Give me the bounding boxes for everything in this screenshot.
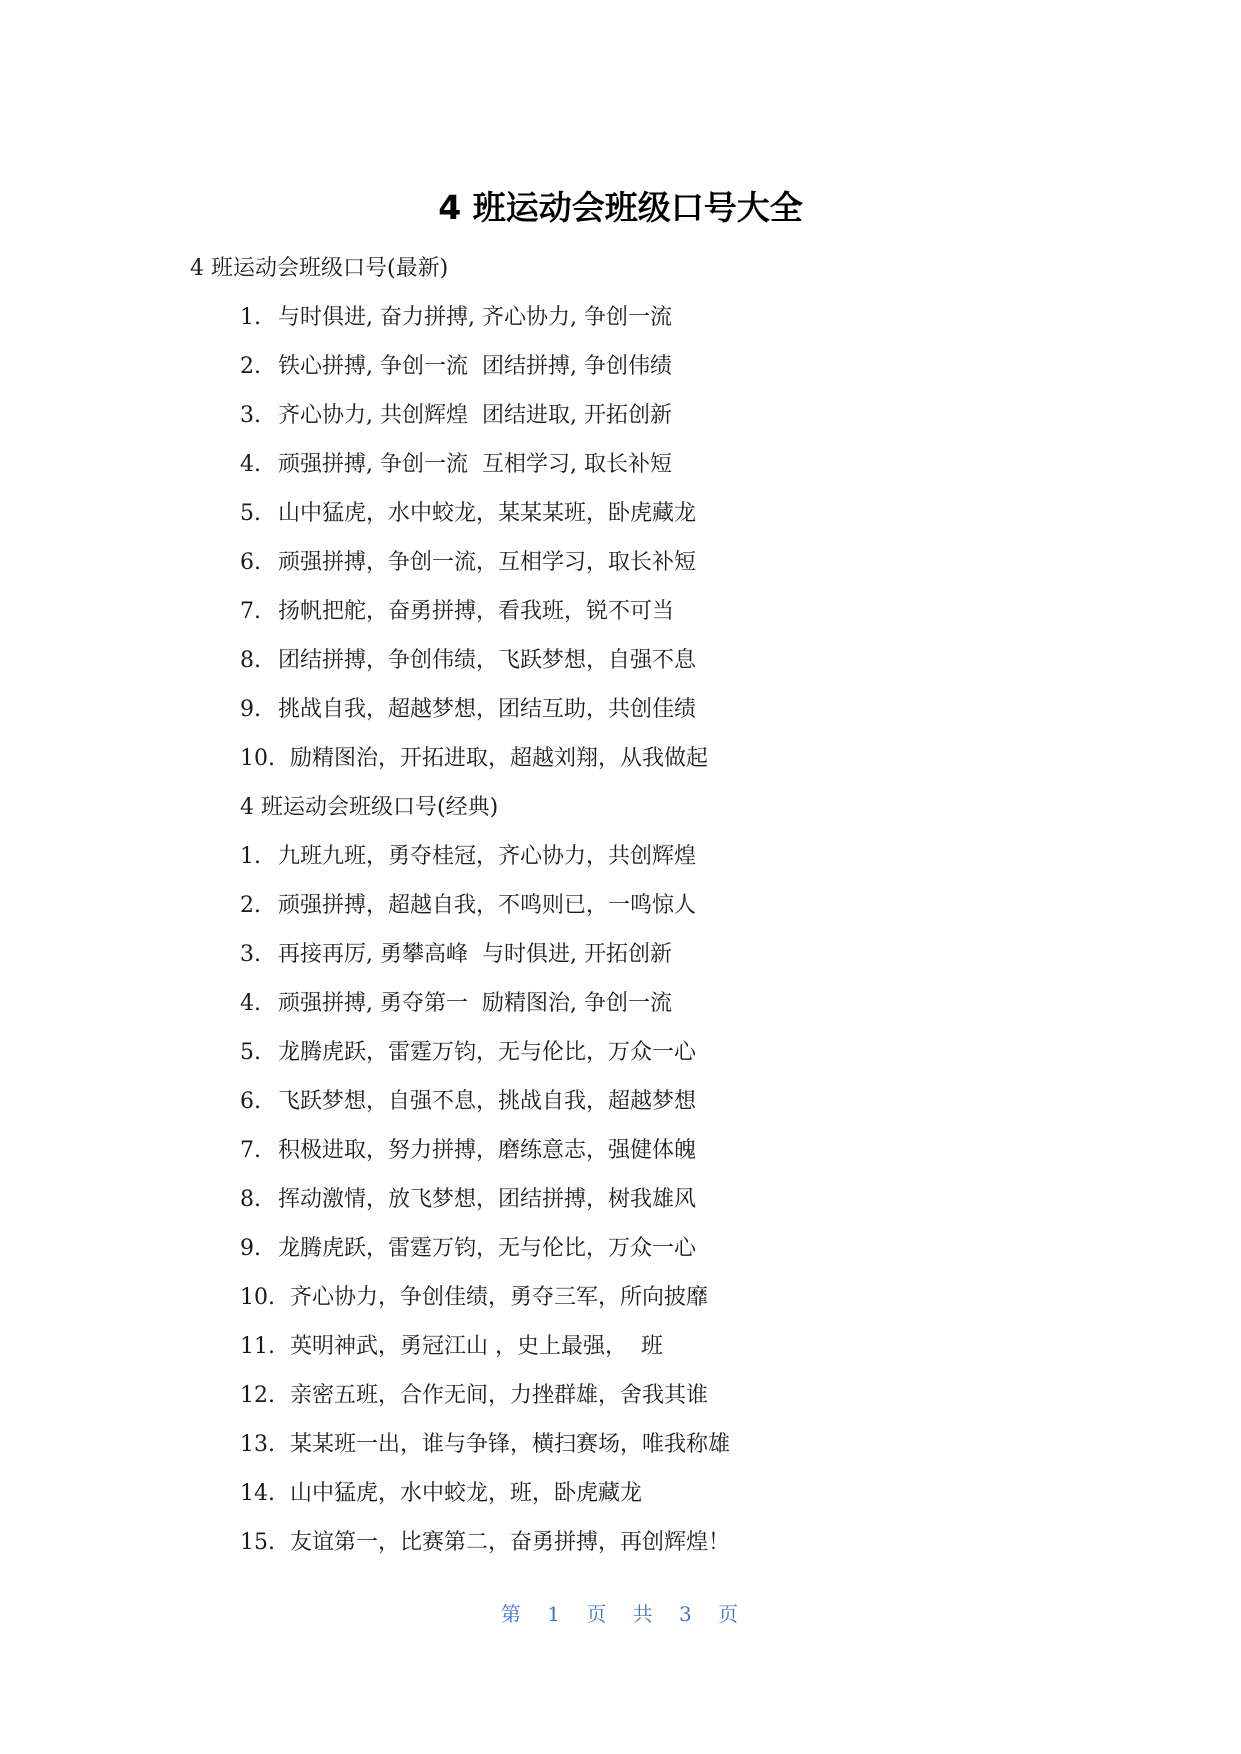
list-item-text: 某某班一出，谁与争锋，横扫赛场，唯我称雄	[290, 1432, 731, 1457]
list-item-number: 1.	[240, 305, 261, 330]
slogan-list	[190, 840, 1090, 1575]
slogan-list	[190, 301, 1090, 791]
list-item	[190, 497, 1090, 546]
list-item-text: 顽强拼搏，超越自我，不鸣则已，一鸣惊人	[278, 893, 697, 918]
list-item	[190, 1183, 1090, 1232]
list-item-number: 6.	[240, 550, 261, 575]
list-item	[190, 1477, 1090, 1526]
list-item-text: 团结拼搏，争创伟绩，飞跃梦想，自强不息	[278, 648, 697, 673]
list-item	[190, 448, 1090, 497]
list-item-text: 英明神武，勇冠江山 ，史上最强， 班	[290, 1334, 663, 1359]
list-item-text: 挑战自我，超越梦想，团结互助，共创佳绩	[278, 697, 697, 722]
sections-container	[190, 252, 1090, 1575]
list-item-text: 积极进取，努力拼搏，磨练意志，强健体魄	[278, 1138, 697, 1163]
list-item-number: 6.	[240, 1089, 261, 1114]
list-item	[190, 987, 1090, 1036]
list-item	[190, 1379, 1090, 1428]
list-item	[190, 1085, 1090, 1134]
list-item	[190, 399, 1090, 448]
list-item-text: 顽强拼搏, 勇夺第一 励精图治, 争创一流	[278, 991, 672, 1016]
list-item	[190, 889, 1090, 938]
list-item-number: 14.	[240, 1481, 275, 1506]
list-item-number: 2.	[240, 893, 261, 918]
list-item	[190, 693, 1090, 742]
list-item-text: 齐心协力，争创佳绩，勇夺三军，所向披靡	[290, 1285, 709, 1310]
document-body	[190, 252, 1090, 1575]
list-item-number: 10.	[240, 1285, 275, 1310]
list-item-number: 5.	[240, 1040, 261, 1065]
list-item-text: 山中猛虎，水中蛟龙，班，卧虎藏龙	[290, 1481, 643, 1506]
list-item-number: 11.	[240, 1334, 275, 1359]
section-heading: 4 班运动会班级口号(经典)	[240, 795, 499, 820]
list-item	[190, 1281, 1090, 1330]
list-item	[190, 1134, 1090, 1183]
list-item-number: 15.	[240, 1530, 275, 1555]
list-item-text: 山中猛虎，水中蛟龙，某某某班，卧虎藏龙	[278, 501, 697, 526]
list-item-text: 挥动激情，放飞梦想，团结拼搏，树我雄风	[278, 1187, 697, 1212]
list-item	[190, 938, 1090, 987]
list-item	[190, 644, 1090, 693]
list-item-number: 7.	[240, 1138, 261, 1163]
list-item-text: 顽强拼搏，争创一流，互相学习，取长补短	[278, 550, 697, 575]
list-item-number: 4.	[240, 452, 261, 477]
list-item-number: 4.	[240, 991, 261, 1016]
list-item	[190, 1232, 1090, 1281]
list-item-text: 九班九班，勇夺桂冠，齐心协力，共创辉煌	[278, 844, 697, 869]
list-item	[190, 350, 1090, 399]
list-item-text: 铁心拼搏, 争创一流 团结拼搏, 争创伟绩	[278, 354, 672, 379]
list-item-text: 与时俱进, 奋力拼搏, 齐心协力, 争创一流	[278, 305, 672, 330]
page-number-footer: 第 1 页 共 3 页	[500, 1602, 741, 1626]
page-title: 4 班运动会班级口号大全	[438, 188, 803, 227]
list-item-number: 10.	[240, 746, 275, 771]
list-item-number: 13.	[240, 1432, 275, 1457]
list-item-number: 2.	[240, 354, 261, 379]
list-item-text: 再接再厉, 勇攀高峰 与时俱进, 开拓创新	[278, 942, 672, 967]
list-item-text: 龙腾虎跃，雷霆万钧，无与伦比，万众一心	[278, 1236, 697, 1261]
list-item	[190, 742, 1090, 791]
list-item-number: 9.	[240, 697, 261, 722]
list-item-text: 友谊第一，比赛第二，奋勇拼搏，再创辉煌！	[290, 1530, 731, 1555]
list-item	[190, 546, 1090, 595]
list-item-number: 1.	[240, 844, 261, 869]
list-item-text: 飞跃梦想，自强不息，挑战自我，超越梦想	[278, 1089, 697, 1114]
list-item-number: 8.	[240, 648, 261, 673]
list-item	[190, 1036, 1090, 1085]
list-item	[190, 595, 1090, 644]
list-item-number: 5.	[240, 501, 261, 526]
list-item	[190, 840, 1090, 889]
list-item-number: 12.	[240, 1383, 275, 1408]
list-item-number: 3.	[240, 403, 261, 428]
list-item	[190, 1428, 1090, 1477]
list-item-text: 齐心协力, 共创辉煌 团结进取, 开拓创新	[278, 403, 672, 428]
list-item	[190, 301, 1090, 350]
list-item-text: 励精图治，开拓进取，超越刘翔，从我做起	[290, 746, 709, 771]
list-item-text: 扬帆把舵，奋勇拼搏，看我班，锐不可当	[278, 599, 675, 624]
list-item-number: 9.	[240, 1236, 261, 1261]
section-heading: 4 班运动会班级口号(最新)	[190, 256, 449, 281]
list-item-number: 3.	[240, 942, 261, 967]
list-item-text: 顽强拼搏, 争创一流 互相学习, 取长补短	[278, 452, 672, 477]
list-item	[190, 1526, 1090, 1575]
list-item-text: 亲密五班，合作无间，力挫群雄，舍我其谁	[290, 1383, 709, 1408]
list-item-number: 7.	[240, 599, 261, 624]
list-item-text: 龙腾虎跃，雷霆万钧，无与伦比，万众一心	[278, 1040, 697, 1065]
list-item-number: 8.	[240, 1187, 261, 1212]
list-item	[190, 1330, 1090, 1379]
